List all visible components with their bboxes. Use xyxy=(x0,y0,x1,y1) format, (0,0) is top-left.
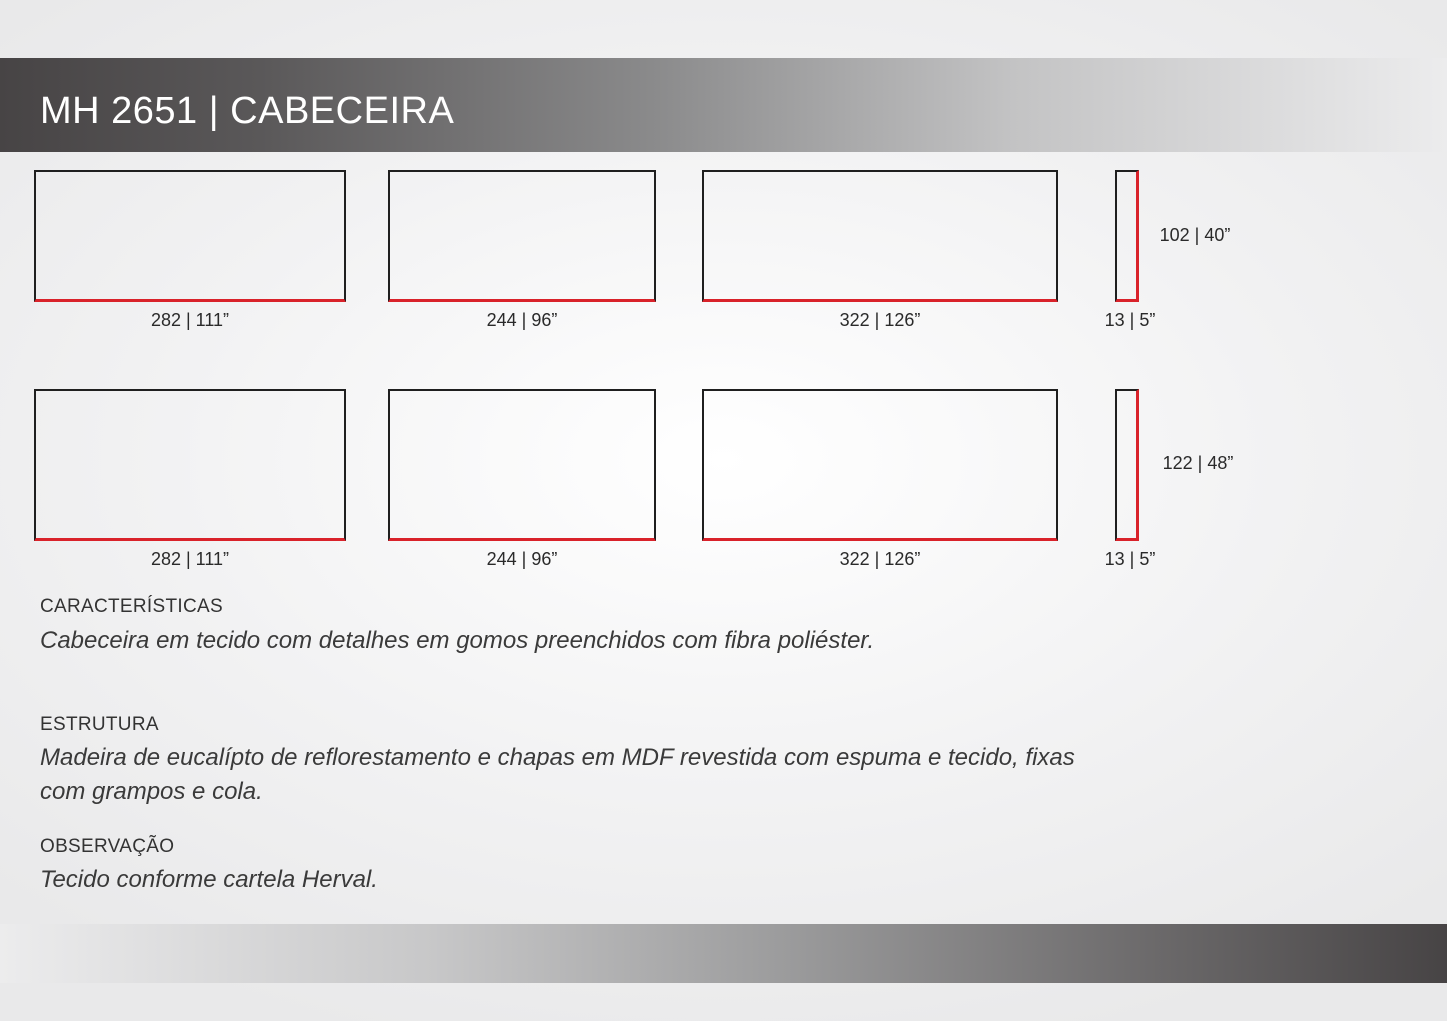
width-label: 282 | 111” xyxy=(150,310,230,330)
headboard-drawing-322 xyxy=(702,389,1058,541)
section-text-caracteristicas: Cabeceira em tecido com detalhes em gomos preenchidos com fibra poliéster. xyxy=(40,627,875,654)
height-label: 102 | 40” xyxy=(1159,225,1231,245)
depth-label: 13 | 5” xyxy=(1104,310,1156,330)
section-text-estrutura: Madeira de eucalípto de reflorestamento e chapas em MDF revestida com espuma e tecido, fixas com grampos e cola. xyxy=(40,744,1075,805)
section-label-observacao: OBSERVAÇÃO xyxy=(40,836,175,857)
section-label-caracteristicas: CARACTERÍSTICAS xyxy=(40,596,223,617)
width-label: 244 | 96” xyxy=(486,310,558,330)
headboard-side-drawing xyxy=(1115,389,1139,541)
depth-label: 13 | 5” xyxy=(1104,549,1156,569)
section-label-estrutura: ESTRUTURA xyxy=(40,714,159,735)
height-label: 122 | 48” xyxy=(1162,453,1234,473)
headboard-drawing-244 xyxy=(388,170,656,302)
width-label: 322 | 126” xyxy=(839,549,921,569)
width-label: 322 | 126” xyxy=(839,310,921,330)
page-title: MH 2651 | CABECEIRA xyxy=(40,90,455,132)
section-text-observacao: Tecido conforme cartela Herval. xyxy=(40,866,378,893)
headboard-drawing-244 xyxy=(388,389,656,541)
width-label: 282 | 111” xyxy=(150,549,230,569)
footer-bar xyxy=(0,924,1447,983)
headboard-drawing-282 xyxy=(34,389,346,541)
headboard-drawing-282 xyxy=(34,170,346,302)
headboard-side-drawing xyxy=(1115,170,1139,302)
width-label: 244 | 96” xyxy=(486,549,558,569)
headboard-drawing-322 xyxy=(702,170,1058,302)
